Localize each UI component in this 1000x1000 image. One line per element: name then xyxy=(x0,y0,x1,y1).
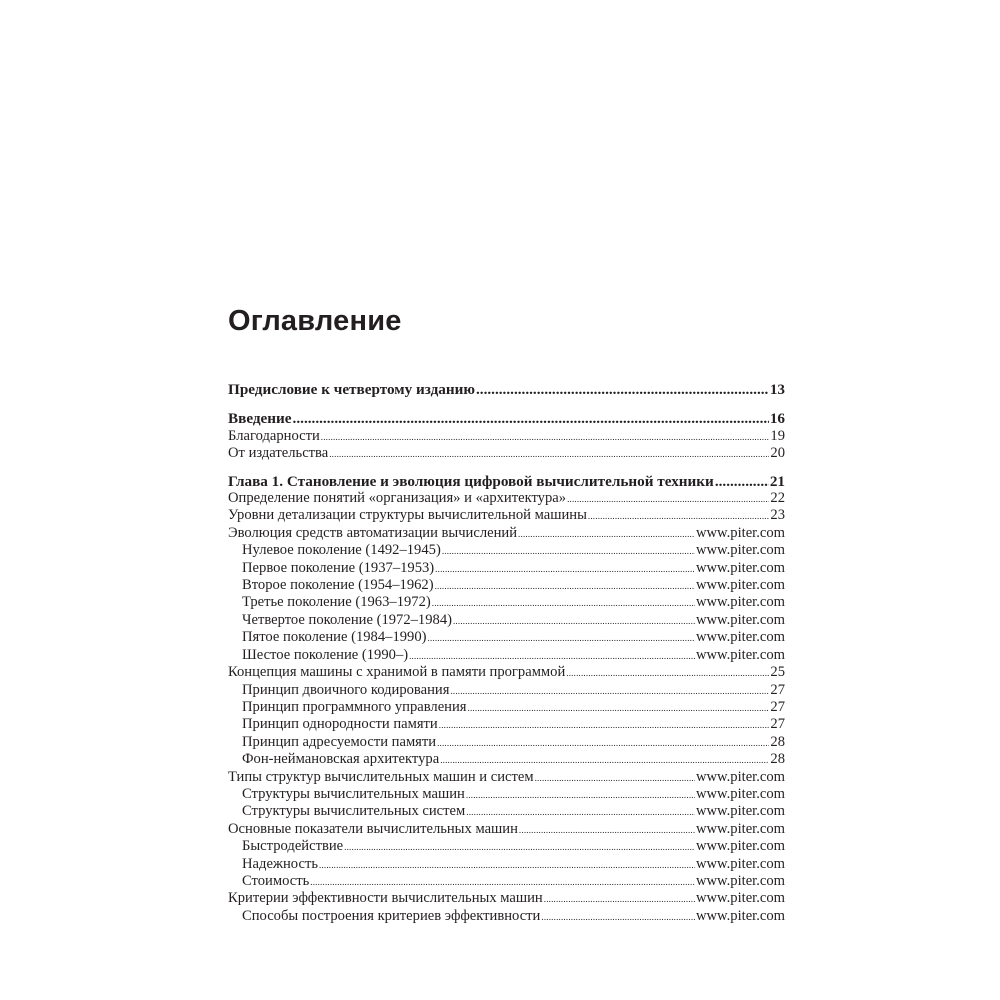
toc-entry-title: Предисловие к четвертому изданию xyxy=(228,381,475,398)
dot-leader xyxy=(344,838,695,856)
toc-entry-title: Эволюция средств автоматизации вычислений xyxy=(228,524,518,541)
toc-entry-page: 21 xyxy=(769,472,785,490)
toc-entry-title: Быстродействие xyxy=(242,838,344,855)
toc-entry-title: Основные показатели вычислительных машин xyxy=(228,820,518,837)
toc-entry-title: Четвертое поколение (1972–1984) xyxy=(242,611,452,628)
toc-entry[interactable] xyxy=(228,699,785,716)
toc-entry[interactable] xyxy=(228,428,785,445)
toc-entry[interactable] xyxy=(228,890,785,907)
toc-entry-title: Надежность xyxy=(242,855,318,872)
dot-leader xyxy=(567,490,769,508)
dot-leader xyxy=(566,664,769,682)
toc-entry[interactable] xyxy=(228,445,785,462)
toc-entry-page: www.piter.com xyxy=(695,855,785,872)
toc-entry-page: www.piter.com xyxy=(695,594,785,611)
toc-entry[interactable] xyxy=(228,908,785,925)
toc-entry-title: Принцип двоичного кодирования xyxy=(242,681,450,698)
toc-entry-title: Структуры вычислительных машин xyxy=(242,785,465,802)
toc-entry-page: 23 xyxy=(770,507,785,524)
dot-leader xyxy=(466,786,695,804)
toc-entry-page: www.piter.com xyxy=(695,524,785,541)
dot-leader xyxy=(428,629,695,647)
dot-leader xyxy=(329,445,769,463)
toc-entry[interactable] xyxy=(228,381,785,398)
toc-entry-page: www.piter.com xyxy=(695,559,785,576)
dot-leader xyxy=(319,856,695,874)
toc-entry[interactable] xyxy=(228,629,785,646)
toc-entry[interactable] xyxy=(228,803,785,820)
toc-entry-page: www.piter.com xyxy=(695,820,785,837)
toc-entry-page: 16 xyxy=(769,410,785,428)
toc-entry[interactable] xyxy=(228,821,785,838)
dot-leader xyxy=(321,428,770,446)
toc-entry[interactable] xyxy=(228,577,785,594)
toc-entry[interactable] xyxy=(228,647,785,664)
dot-leader xyxy=(442,542,695,560)
toc-entry-title: Способы построения критериев эффективности xyxy=(242,907,541,924)
toc-entry-page: www.piter.com xyxy=(695,629,785,646)
dot-leader xyxy=(293,410,769,427)
toc-entry-title: Принцип программного управления xyxy=(242,698,467,715)
toc-entry-title: Типы структур вычислительных машин и систем xyxy=(228,768,534,785)
toc-entry[interactable] xyxy=(228,594,785,611)
dot-leader xyxy=(440,751,769,769)
toc-entry[interactable] xyxy=(228,473,785,490)
toc-entry-page: www.piter.com xyxy=(695,803,785,820)
dot-leader xyxy=(450,682,769,700)
toc-entry[interactable] xyxy=(228,786,785,803)
toc-entry[interactable] xyxy=(228,716,785,733)
toc-entry-title: Фон-неймановская архитектура xyxy=(242,751,440,768)
toc-entry[interactable] xyxy=(228,490,785,507)
toc-entry-title: Шестое поколение (1990–) xyxy=(242,646,409,663)
toc-entry-page: www.piter.com xyxy=(695,611,785,628)
dot-leader xyxy=(535,769,695,787)
toc-entry-title: Определение понятий «организация» и «архитектура» xyxy=(228,490,567,507)
toc-entry-title: Первое поколение (1937–1953) xyxy=(242,559,435,576)
dot-leader xyxy=(476,381,769,398)
dot-leader xyxy=(715,473,769,490)
toc-entry-page: 20 xyxy=(770,445,785,462)
toc-entry-page: www.piter.com xyxy=(695,542,785,559)
toc-entry-title: От издательства xyxy=(228,445,329,462)
toc-entry-title: Концепция машины с хранимой в памяти программой xyxy=(228,664,566,681)
toc-entry[interactable] xyxy=(228,769,785,786)
toc-entry-page: www.piter.com xyxy=(695,872,785,889)
toc-entry[interactable] xyxy=(228,507,785,524)
dot-leader xyxy=(468,699,770,717)
page-title: Оглавление xyxy=(228,305,402,337)
toc-entry-title: Третье поколение (1963–1972) xyxy=(242,594,431,611)
toc-entry-page: www.piter.com xyxy=(695,577,785,594)
toc-entry-title: Структуры вычислительных систем xyxy=(242,803,466,820)
dot-leader xyxy=(437,734,769,752)
toc-entry[interactable] xyxy=(228,751,785,768)
toc-entry[interactable] xyxy=(228,664,785,681)
toc-entry-title: Второе поколение (1954–1962) xyxy=(242,577,434,594)
toc-entry-title: Пятое поколение (1984–1990) xyxy=(242,629,427,646)
toc-entry[interactable] xyxy=(228,734,785,751)
toc-entry[interactable] xyxy=(228,560,785,577)
toc-entry-page: 27 xyxy=(770,716,785,733)
toc-entry-page: www.piter.com xyxy=(695,768,785,785)
toc-entry[interactable] xyxy=(228,410,785,427)
dot-leader xyxy=(544,890,695,908)
dot-leader xyxy=(409,647,695,665)
toc-entry[interactable] xyxy=(228,838,785,855)
dot-leader xyxy=(466,803,695,821)
dot-leader xyxy=(439,716,770,734)
toc-entry-page: www.piter.com xyxy=(695,646,785,663)
toc-entry-page: 27 xyxy=(770,698,785,715)
dot-leader xyxy=(518,525,695,543)
toc-entry[interactable] xyxy=(228,612,785,629)
dot-leader xyxy=(432,594,695,612)
toc-entry-title: Нулевое поколение (1492–1945) xyxy=(242,542,441,559)
toc-entry-page: www.piter.com xyxy=(695,785,785,802)
toc-entry-title: Глава 1. Становление и эволюция цифровой вычислительной техники xyxy=(228,472,714,490)
toc-entry-title: Принцип однородности памяти xyxy=(242,716,438,733)
dot-leader xyxy=(519,821,695,839)
dot-leader xyxy=(453,612,695,630)
dot-leader xyxy=(435,577,695,595)
toc-entry-page: 19 xyxy=(770,427,785,444)
table-of-contents xyxy=(228,381,785,925)
toc-entry-page: 27 xyxy=(770,681,785,698)
toc-entry-title: Введение xyxy=(228,410,292,428)
toc-entry[interactable] xyxy=(228,873,785,890)
toc-entry-title: Благодарности xyxy=(228,427,320,444)
toc-entry[interactable] xyxy=(228,542,785,559)
toc-entry-title: Уровни детализации структуры вычислительной машины xyxy=(228,507,587,524)
toc-entry-page: 13 xyxy=(769,381,785,398)
toc-entry-page: 22 xyxy=(770,490,785,507)
toc-entry-title: Принцип адресуемости памяти xyxy=(242,733,437,750)
dot-leader xyxy=(310,873,695,891)
toc-entry-page: www.piter.com xyxy=(695,838,785,855)
toc-entry-page: 28 xyxy=(770,751,785,768)
toc-entry[interactable] xyxy=(228,856,785,873)
dot-leader xyxy=(435,560,695,578)
toc-entry-title: Стоимость xyxy=(242,872,310,889)
toc-entry[interactable] xyxy=(228,682,785,699)
toc-entry-page: 25 xyxy=(770,664,785,681)
dot-leader xyxy=(541,908,695,926)
toc-entry-title: Критерии эффективности вычислительных машин xyxy=(228,890,543,907)
toc-entry-page: www.piter.com xyxy=(695,907,785,924)
toc-entry-page: www.piter.com xyxy=(695,890,785,907)
dot-leader xyxy=(588,507,770,525)
toc-entry-page: 28 xyxy=(770,733,785,750)
toc-entry[interactable] xyxy=(228,525,785,542)
